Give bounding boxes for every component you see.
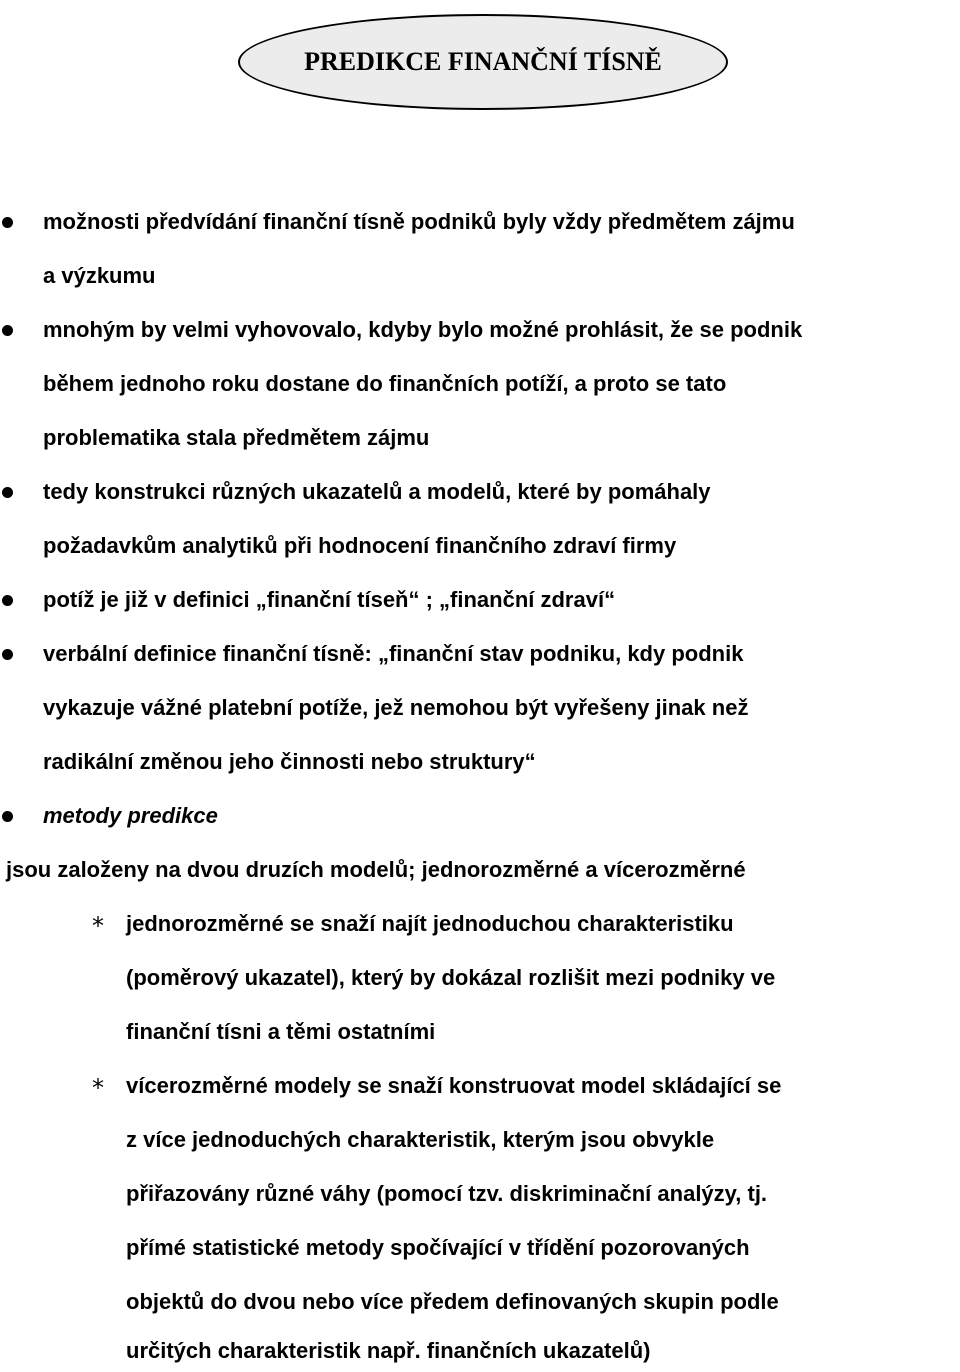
text-line-15: (poměrový ukazatel), který by dokázal rozlišit mezi podniky ve <box>126 965 776 990</box>
text-line-22: určitých charakteristik např. finančních ukazatelů) <box>126 1338 651 1363</box>
text-line-9: verbální definice finanční tísně: „finanční stav podniku, kdy podnik <box>43 641 744 666</box>
bullet-4 <box>2 595 13 606</box>
bullet-2 <box>2 325 13 336</box>
text-line-3: mnohým by velmi vyhovovalo, kdyby bylo možné prohlásit, že se podnik <box>43 317 803 342</box>
bullet-3 <box>2 487 13 498</box>
text-line-19: přiřazovány různé váhy (pomocí tzv. diskriminační analýzy, tj. <box>126 1181 768 1206</box>
text-line-8: potíž je již v definici „finanční tíseň“ ; „finanční zdraví“ <box>43 587 616 612</box>
bullet-1 <box>2 217 13 228</box>
text-line-12: metody predikce <box>43 803 218 828</box>
text-line-20: přímé statistické metody spočívající v třídění pozorovaných <box>126 1235 750 1260</box>
text-line-10: vykazuje vážné platební potíže, jež nemohou být vyřešeny jinak než <box>43 695 749 720</box>
text-line-21: objektů do dvou nebo více předem definovaných skupin podle <box>126 1289 779 1314</box>
text-line-2: a výzkumu <box>43 263 156 288</box>
text-line-14: jednorozměrné se snaží najít jednoduchou charakteristiku <box>126 911 734 936</box>
bullet-6 <box>2 811 13 822</box>
text-line-5: problematika stala předmětem zájmu <box>43 425 430 450</box>
text-line-17: vícerozměrné modely se snaží konstruovat model skládající se <box>126 1073 782 1098</box>
title-ellipse <box>238 14 728 110</box>
text-line-1: možnosti předvídání finanční tísně podniků byly vždy předmětem zájmu <box>43 209 795 234</box>
page-title: PREDIKCE FINANČNÍ TÍSNĚ <box>304 47 662 76</box>
text-line-13: jsou založeny na dvou druzích modelů; jednorozměrné a vícerozměrné <box>6 857 746 882</box>
bullet-5 <box>2 649 13 660</box>
text-line-7: požadavkům analytiků při hodnocení finančního zdraví firmy <box>43 533 677 558</box>
text-line-11: radikální změnou jeho činnosti nebo struktury“ <box>43 749 536 774</box>
text-line-18: z více jednoduchých charakteristik, kterým jsou obvykle <box>126 1127 715 1152</box>
star-marker-1: * <box>92 912 104 940</box>
star-marker-2: * <box>92 1074 104 1102</box>
text-line-4: během jednoho roku dostane do finančních potíží, a proto se tato <box>43 371 727 396</box>
text-line-6: tedy konstrukci různých ukazatelů a modelů, které by pomáhaly <box>43 479 711 504</box>
text-line-16: finanční tísni a těmi ostatními <box>126 1019 436 1044</box>
